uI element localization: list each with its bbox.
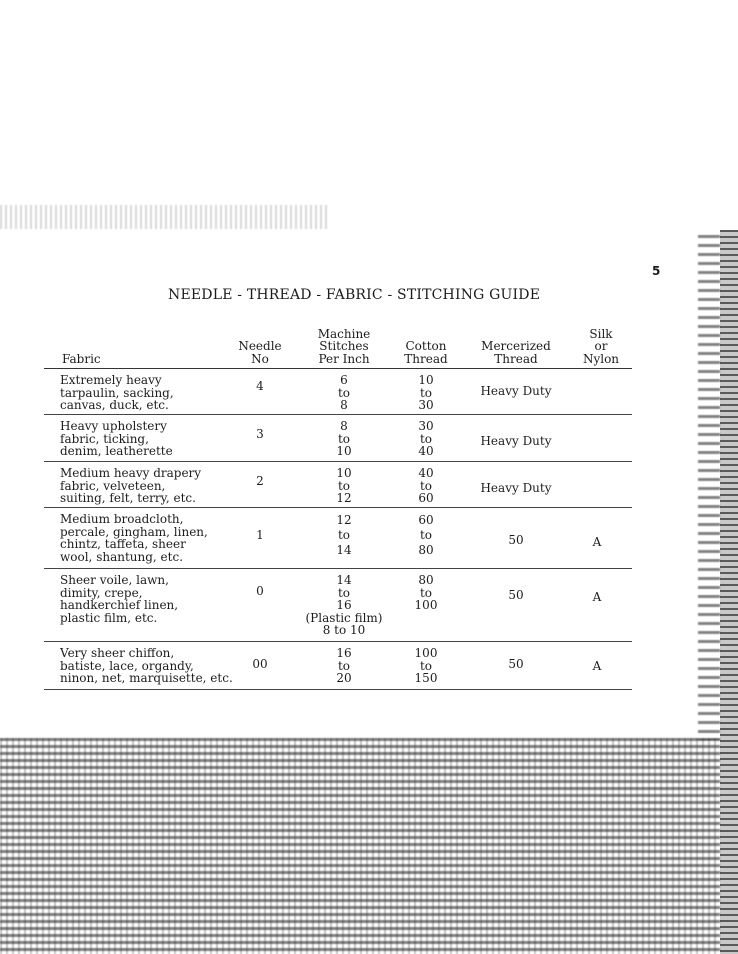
scan-noise-bottom (0, 738, 720, 954)
cell-fabric: Sheer voile, lawn, dimity, crepe, handkerchief linen, plastic film, etc. (60, 573, 179, 625)
header-cotton: Cotton Thread (404, 339, 448, 366)
cell-cotton: 80 to 100 (414, 573, 438, 612)
cell-stitches: 16 to 20 (336, 646, 352, 685)
cell-mercerized: Heavy Duty (480, 384, 552, 398)
cell-mercerized: Heavy Duty (480, 481, 552, 495)
header-silk: Silk or Nylon (582, 326, 620, 366)
cell-stitches: 14 to 16 (Plastic film) 8 to 10 (305, 573, 383, 637)
scan-noise-right (698, 235, 720, 740)
cell-mercerized: 50 (508, 588, 524, 602)
cell-stitches: 10 to 12 (336, 466, 352, 505)
stitching-guide-table (44, 318, 632, 690)
cell-cotton: 30 to 40 (418, 419, 434, 458)
cell-needle: 4 (256, 379, 264, 393)
table-row (44, 462, 632, 508)
cell-silk: A (592, 590, 602, 604)
cell-cotton: 100 to 150 (414, 646, 438, 685)
table-row (44, 369, 632, 415)
cell-needle: 3 (256, 427, 264, 441)
cell-needle: 0 (256, 584, 264, 598)
header-mercerized: Mercerized Thread (481, 339, 551, 366)
cell-fabric: Medium broadcloth, percale, gingham, linen, chintz, taffeta, sheer wool, shantung, etc. (60, 512, 208, 564)
cell-needle: 00 (252, 657, 268, 671)
cell-mercerized: 50 (508, 657, 524, 671)
cell-mercerized: 50 (508, 533, 524, 547)
cell-fabric: Heavy upholstery fabric, ticking, denim, leatherette (60, 419, 173, 458)
scan-noise-top (0, 205, 330, 229)
table-row (44, 569, 632, 642)
scan-edge-right (720, 230, 738, 954)
cell-cotton: 40 to 60 (418, 466, 434, 505)
header-stitches: Machine Stitches Per Inch (317, 326, 371, 366)
page-number: 5 (652, 264, 661, 278)
cell-cotton: 10 to 30 (418, 373, 434, 412)
header-needle: Needle No (238, 339, 282, 366)
table-row (44, 415, 632, 462)
cell-silk: A (592, 659, 602, 673)
cell-mercerized: Heavy Duty (480, 434, 552, 448)
page-title: NEEDLE - THREAD - FABRIC - STITCHING GUIDE (168, 287, 541, 303)
cell-needle: 1 (256, 528, 264, 542)
cell-fabric: Medium heavy drapery fabric, velveteen, suiting, felt, terry, etc. (60, 466, 202, 505)
cell-cotton: 60 to 80 (418, 513, 434, 557)
cell-needle: 2 (256, 474, 264, 488)
cell-stitches: 8 to 10 (336, 419, 352, 458)
table-header-row (44, 318, 632, 369)
header-fabric: Fabric (62, 351, 101, 366)
cell-silk: A (592, 535, 602, 549)
cell-stitches: 6 to 8 (337, 373, 351, 412)
table-row (44, 508, 632, 569)
table-row (44, 642, 632, 690)
cell-fabric: Extremely heavy tarpaulin, sacking, canvas, duck, etc. (60, 373, 174, 412)
cell-fabric: Very sheer chiffon, batiste, lace, organdy, ninon, net, marquisette, etc. (60, 646, 233, 685)
cell-stitches: 12 to 14 (336, 513, 352, 557)
